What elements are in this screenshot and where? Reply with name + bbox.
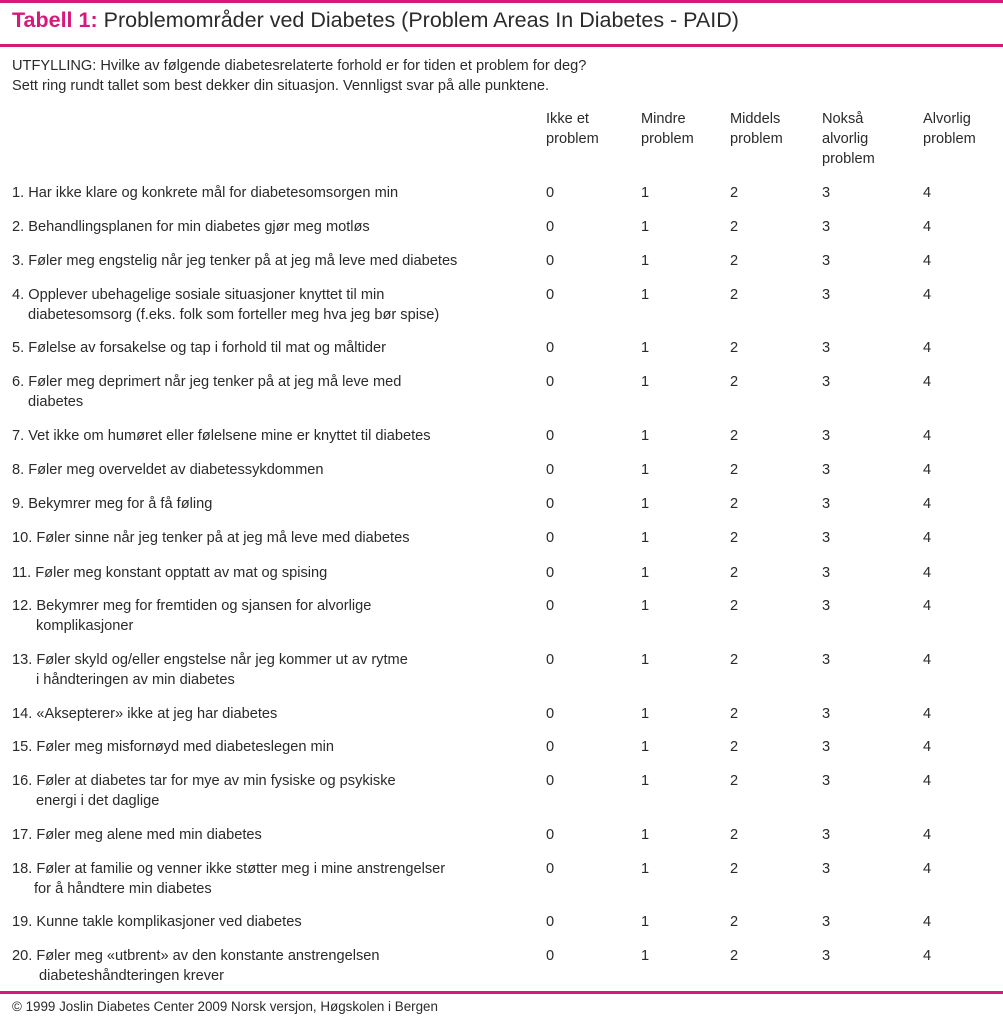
column-header <box>730 109 783 149</box>
score-option-0[interactable]: 0 <box>546 861 555 877</box>
column-header-line: Middels <box>730 111 781 127</box>
score-option-4[interactable]: 4 <box>923 462 932 478</box>
score-option-0[interactable]: 0 <box>546 827 555 843</box>
score-option-2[interactable]: 2 <box>730 219 739 235</box>
score-option-3[interactable]: 3 <box>822 253 831 269</box>
question-text <box>12 771 537 811</box>
column-header <box>923 109 976 149</box>
column-header <box>641 109 694 149</box>
score-option-2[interactable]: 2 <box>730 530 739 546</box>
score-option-3[interactable]: 3 <box>822 428 831 444</box>
question-line: 9. Bekymrer meg for å få føling <box>12 496 213 512</box>
question-text <box>12 251 537 271</box>
question-text <box>12 338 537 358</box>
table-label: Tabell 1: <box>12 8 98 32</box>
score-option-1[interactable]: 1 <box>641 565 650 581</box>
question-line: 1. Har ikke klare og konkrete mål for diabetesomsorgen min <box>12 185 399 201</box>
question-text <box>12 285 537 325</box>
table-title-text: Problemområder ved Diabetes (Problem Areas In Diabetes - PAID) <box>103 8 739 32</box>
question-text <box>12 426 537 446</box>
score-option-1[interactable]: 1 <box>641 706 650 722</box>
question-line: 4. Opplever ubehagelige sosiale situasjoner knyttet til min <box>12 287 385 303</box>
score-option-2[interactable]: 2 <box>730 773 739 789</box>
score-option-1[interactable]: 1 <box>641 739 650 755</box>
score-option-0[interactable]: 0 <box>546 739 555 755</box>
score-option-4[interactable]: 4 <box>923 253 932 269</box>
score-option-3[interactable]: 3 <box>822 739 831 755</box>
column-header-line: problem <box>641 131 694 147</box>
score-option-2[interactable]: 2 <box>730 948 739 964</box>
score-option-2[interactable]: 2 <box>730 185 739 201</box>
score-option-2[interactable]: 2 <box>730 253 739 269</box>
question-line: 15. Føler meg misfornøyd med diabeteslegen min <box>12 739 335 755</box>
question-line: diabeteshåndteringen krever <box>39 968 224 984</box>
question-line: 12. Bekymrer meg for fremtiden og sjansen for alvorlige <box>12 598 372 614</box>
score-option-3[interactable]: 3 <box>822 706 831 722</box>
score-option-1[interactable]: 1 <box>641 773 650 789</box>
score-option-0[interactable]: 0 <box>546 374 555 390</box>
score-option-4[interactable]: 4 <box>923 652 932 668</box>
question-line: 14. «Aksepterer» ikke at jeg har diabetes <box>12 706 278 722</box>
score-option-2[interactable]: 2 <box>730 652 739 668</box>
score-option-1[interactable]: 1 <box>641 219 650 235</box>
question-line: for å håndtere min diabetes <box>34 881 212 897</box>
score-option-1[interactable]: 1 <box>641 652 650 668</box>
instructions <box>12 56 586 96</box>
column-header-line: Ikke et <box>546 111 589 127</box>
score-option-3[interactable]: 3 <box>822 914 831 930</box>
score-option-4[interactable]: 4 <box>923 496 932 512</box>
score-option-3[interactable]: 3 <box>822 565 831 581</box>
score-option-3[interactable]: 3 <box>822 598 831 614</box>
footer-rule <box>0 991 1003 994</box>
question-line: 5. Følelse av forsakelse og tap i forhold til mat og måltider <box>12 340 386 356</box>
score-option-0[interactable]: 0 <box>546 652 555 668</box>
score-option-0[interactable]: 0 <box>546 773 555 789</box>
score-option-1[interactable]: 1 <box>641 462 650 478</box>
score-option-2[interactable]: 2 <box>730 827 739 843</box>
question-line: 2. Behandlingsplanen for min diabetes gjør meg motløs <box>12 219 370 235</box>
question-line: 8. Føler meg overveldet av diabetessykdommen <box>12 462 324 478</box>
score-option-4[interactable]: 4 <box>923 706 932 722</box>
score-option-0[interactable]: 0 <box>546 219 555 235</box>
score-option-1[interactable]: 1 <box>641 530 650 546</box>
score-option-1[interactable]: 1 <box>641 374 650 390</box>
score-option-2[interactable]: 2 <box>730 340 739 356</box>
question-text <box>12 704 537 724</box>
score-option-0[interactable]: 0 <box>546 948 555 964</box>
question-line: 7. Vet ikke om humøret eller følelsene mine er knyttet til diabetes <box>12 428 431 444</box>
score-option-3[interactable]: 3 <box>822 287 831 303</box>
column-header <box>822 109 875 169</box>
score-option-0[interactable]: 0 <box>546 340 555 356</box>
score-option-0[interactable]: 0 <box>546 185 555 201</box>
instruction-line: Sett ring rundt tallet som best dekker din situasjon. Vennligst svar på alle punktene. <box>12 78 550 94</box>
score-option-3[interactable]: 3 <box>822 773 831 789</box>
score-option-4[interactable]: 4 <box>923 530 932 546</box>
question-line: 18. Føler at familie og venner ikke støtter meg i mine anstrengelser <box>12 861 446 877</box>
score-option-0[interactable]: 0 <box>546 565 555 581</box>
score-option-3[interactable]: 3 <box>822 530 831 546</box>
instruction-line: UTFYLLING: Hvilke av følgende diabetesrelaterte forhold er for tiden et problem for deg? <box>12 58 587 74</box>
score-option-1[interactable]: 1 <box>641 185 650 201</box>
score-option-0[interactable]: 0 <box>546 530 555 546</box>
question-line: 19. Kunne takle komplikasjoner ved diabetes <box>12 914 302 930</box>
score-option-1[interactable]: 1 <box>641 598 650 614</box>
question-line: i håndteringen av min diabetes <box>36 672 235 688</box>
score-option-0[interactable]: 0 <box>546 287 555 303</box>
column-header-line: Alvorlig <box>923 111 971 127</box>
score-option-2[interactable]: 2 <box>730 374 739 390</box>
column-header <box>546 109 599 149</box>
copyright-footer: © 1999 Joslin Diabetes Center 2009 Norsk versjon, Høgskolen i Bergen <box>12 999 438 1014</box>
score-option-2[interactable]: 2 <box>730 598 739 614</box>
score-option-0[interactable]: 0 <box>546 598 555 614</box>
page-title <box>12 8 739 33</box>
score-option-2[interactable]: 2 <box>730 706 739 722</box>
column-header-line: problem <box>546 131 599 147</box>
score-option-4[interactable]: 4 <box>923 565 932 581</box>
score-option-3[interactable]: 3 <box>822 219 831 235</box>
score-option-3[interactable]: 3 <box>822 861 831 877</box>
question-text <box>12 737 537 757</box>
question-text <box>12 946 537 986</box>
score-option-4[interactable]: 4 <box>923 739 932 755</box>
top-rule <box>0 0 1003 3</box>
score-option-4[interactable]: 4 <box>923 185 932 201</box>
question-line: diabetesomsorg (f.eks. folk som forteller meg hva jeg bør spise) <box>28 307 440 323</box>
question-text <box>12 494 537 514</box>
score-option-2[interactable]: 2 <box>730 739 739 755</box>
column-header-line: problem <box>822 151 875 167</box>
score-option-1[interactable]: 1 <box>641 287 650 303</box>
score-option-2[interactable]: 2 <box>730 861 739 877</box>
score-option-2[interactable]: 2 <box>730 496 739 512</box>
score-option-1[interactable]: 1 <box>641 496 650 512</box>
question-text <box>12 596 537 636</box>
score-option-2[interactable]: 2 <box>730 462 739 478</box>
score-option-4[interactable]: 4 <box>923 861 932 877</box>
score-option-1[interactable]: 1 <box>641 914 650 930</box>
score-option-2[interactable]: 2 <box>730 428 739 444</box>
score-option-0[interactable]: 0 <box>546 462 555 478</box>
score-option-1[interactable]: 1 <box>641 861 650 877</box>
question-line: energi i det daglige <box>36 793 160 809</box>
score-option-1[interactable]: 1 <box>641 340 650 356</box>
question-text <box>12 372 537 412</box>
score-option-4[interactable]: 4 <box>923 428 932 444</box>
column-header-line: problem <box>730 131 783 147</box>
score-option-3[interactable]: 3 <box>822 948 831 964</box>
question-text <box>12 650 537 690</box>
score-option-0[interactable]: 0 <box>546 496 555 512</box>
question-text <box>12 183 537 203</box>
score-option-0[interactable]: 0 <box>546 914 555 930</box>
question-text <box>12 825 537 845</box>
score-option-4[interactable]: 4 <box>923 340 932 356</box>
question-text <box>12 217 537 237</box>
score-option-1[interactable]: 1 <box>641 428 650 444</box>
score-option-3[interactable]: 3 <box>822 374 831 390</box>
question-line: 6. Føler meg deprimert når jeg tenker på at jeg må leve med <box>12 374 402 390</box>
question-text <box>12 912 537 932</box>
question-line: 3. Føler meg engstelig når jeg tenker på at jeg må leve med diabetes <box>12 253 458 269</box>
score-option-3[interactable]: 3 <box>822 340 831 356</box>
score-option-2[interactable]: 2 <box>730 287 739 303</box>
column-header-line: Mindre <box>641 111 686 127</box>
score-option-4[interactable]: 4 <box>923 598 932 614</box>
score-option-4[interactable]: 4 <box>923 773 932 789</box>
score-option-2[interactable]: 2 <box>730 565 739 581</box>
score-option-1[interactable]: 1 <box>641 948 650 964</box>
score-option-3[interactable]: 3 <box>822 827 831 843</box>
question-text <box>12 563 537 583</box>
score-option-4[interactable]: 4 <box>923 287 932 303</box>
question-text <box>12 859 537 899</box>
question-line: komplikasjoner <box>36 618 134 634</box>
column-header-line: problem <box>923 131 976 147</box>
question-line: 13. Føler skyld og/eller engstelse når jeg kommer ut av rytme <box>12 652 408 668</box>
question-line: 20. Føler meg «utbrent» av den konstante anstrengelsen <box>12 948 380 964</box>
score-option-4[interactable]: 4 <box>923 827 932 843</box>
score-option-3[interactable]: 3 <box>822 462 831 478</box>
score-option-4[interactable]: 4 <box>923 374 932 390</box>
header-rule <box>0 44 1003 47</box>
score-option-0[interactable]: 0 <box>546 428 555 444</box>
question-line: 10. Føler sinne når jeg tenker på at jeg må leve med diabetes <box>12 530 410 546</box>
score-option-4[interactable]: 4 <box>923 914 932 930</box>
score-option-3[interactable]: 3 <box>822 652 831 668</box>
question-text <box>12 460 537 480</box>
question-line: 17. Føler meg alene med min diabetes <box>12 827 262 843</box>
score-option-0[interactable]: 0 <box>546 706 555 722</box>
question-line: diabetes <box>28 394 84 410</box>
score-option-4[interactable]: 4 <box>923 219 932 235</box>
score-option-4[interactable]: 4 <box>923 948 932 964</box>
question-line: 16. Føler at diabetes tar for mye av min fysiske og psykiske <box>12 773 396 789</box>
score-option-0[interactable]: 0 <box>546 253 555 269</box>
score-option-2[interactable]: 2 <box>730 914 739 930</box>
question-line: 11. Føler meg konstant opptatt av mat og spising <box>12 565 328 581</box>
score-option-1[interactable]: 1 <box>641 827 650 843</box>
question-text <box>12 528 537 548</box>
score-option-3[interactable]: 3 <box>822 496 831 512</box>
score-option-1[interactable]: 1 <box>641 253 650 269</box>
score-option-3[interactable]: 3 <box>822 185 831 201</box>
column-header-line: alvorlig <box>822 131 869 147</box>
column-header-line: Nokså <box>822 111 864 127</box>
